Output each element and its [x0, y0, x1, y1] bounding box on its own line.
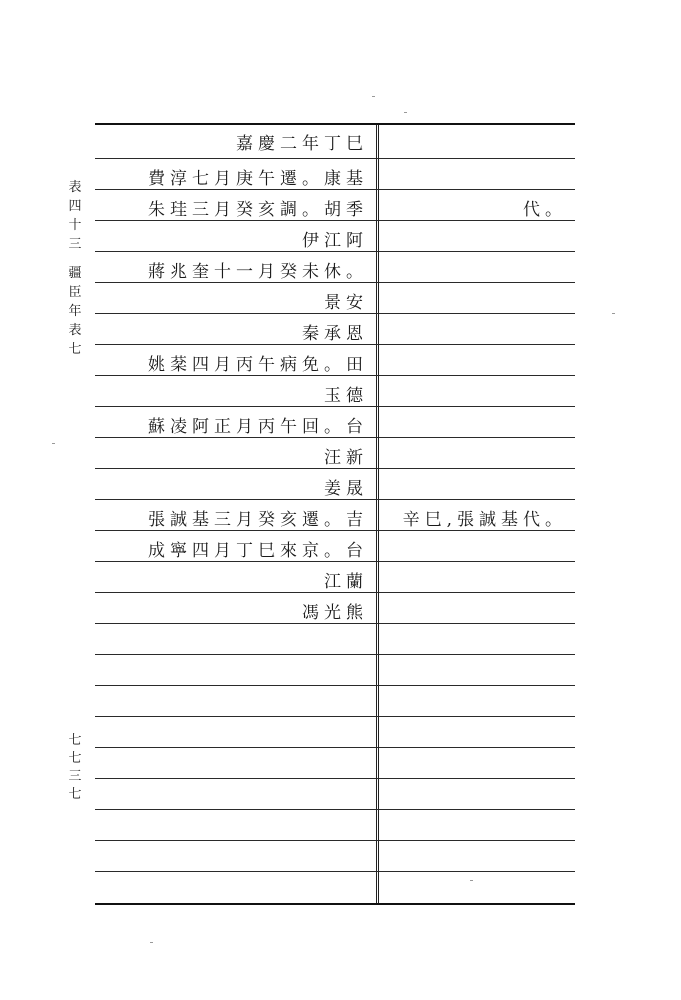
margin-title-char: 七 [68, 342, 82, 357]
table-row [95, 502, 575, 533]
rule-line [95, 903, 575, 905]
row-left-cell: 蘇凌阿正月丙午回。台 [148, 417, 368, 437]
row-left-cell: 秦承恩 [302, 324, 368, 344]
rule-line [95, 654, 575, 655]
table-row [95, 564, 575, 595]
margin-title-char: 三 [68, 237, 82, 252]
table-row [95, 533, 575, 564]
page-number-char: 三 [68, 769, 82, 784]
table-row [95, 126, 575, 157]
rule-line [95, 313, 575, 314]
rule-line [95, 344, 575, 345]
margin-title-char: 年 [68, 304, 82, 319]
row-left-cell: 費淳七月庚午遷。康基 [148, 169, 368, 189]
rule-line [95, 123, 575, 125]
table-row [95, 161, 575, 192]
margin-title-char: 表 [68, 323, 82, 338]
official-table [95, 0, 575, 1000]
table-row [95, 595, 575, 626]
paper-speck [150, 942, 153, 943]
rule-line [95, 592, 575, 593]
table-row [95, 378, 575, 409]
rule-line [95, 716, 575, 717]
page-number-char: 七 [68, 751, 82, 766]
row-left-cell: 江蘭 [324, 572, 368, 592]
rule-line [95, 189, 575, 190]
rule-line [95, 809, 575, 810]
row-left-cell: 成寧四月丁巳來京。台 [148, 541, 368, 561]
rule-line [95, 530, 575, 531]
row-left-cell: 姜晟 [324, 479, 368, 499]
rule-line [95, 282, 575, 283]
row-left-cell: 姚棻四月丙午病免。田 [148, 355, 368, 375]
row-left-cell: 張誠基三月癸亥遷。吉 [148, 510, 368, 530]
rule-line [95, 747, 575, 748]
rule-line [95, 375, 575, 376]
margin-title-char: 表 [68, 180, 82, 195]
rule-line [95, 437, 575, 438]
paper-speck [372, 96, 375, 97]
row-left-cell: 伊江阿 [302, 231, 368, 251]
row-left-cell: 汪新 [324, 448, 368, 468]
page-number [66, 732, 84, 804]
rule-line [95, 685, 575, 686]
table-row [95, 471, 575, 502]
row-left-cell: 蔣兆奎十一月癸未休。 [148, 262, 368, 282]
rule-line [95, 778, 575, 779]
table-row [95, 285, 575, 316]
table-row [95, 440, 575, 471]
page-number-char: 七 [68, 787, 82, 802]
paper-speck [612, 313, 615, 314]
table-row [95, 409, 575, 440]
rule-line [95, 871, 575, 872]
rule-line [95, 220, 575, 221]
margin-title-char: 四 [68, 199, 82, 214]
paper-speck [52, 443, 55, 444]
table-row [95, 192, 575, 223]
row-right-cell: 代。 [523, 200, 567, 220]
rule-line [95, 623, 575, 624]
paper-speck [404, 112, 407, 113]
margin-title-char: 疆 [68, 266, 82, 281]
row-left-cell: 嘉慶二年丁巳 [236, 134, 368, 154]
row-right-cell: 辛巳,張誠基代。 [402, 510, 567, 530]
table-row [95, 223, 575, 254]
table-row [95, 347, 575, 378]
row-left-cell: 馮光熊 [302, 603, 368, 623]
margin-title-char: 十 [68, 218, 82, 233]
row-left-cell: 景安 [324, 293, 368, 313]
page-number-char: 七 [68, 733, 82, 748]
margin-title-char: 臣 [68, 285, 82, 300]
rule-line [95, 251, 575, 252]
table-row [95, 316, 575, 347]
rule-line [95, 561, 575, 562]
margin-running-title [66, 178, 84, 359]
rule-line [95, 840, 575, 841]
rule-line [95, 468, 575, 469]
rule-line [95, 499, 575, 500]
table-row [95, 254, 575, 285]
rule-line [95, 406, 575, 407]
row-left-cell: 玉德 [324, 386, 368, 406]
paper-speck [470, 880, 473, 881]
rule-line [95, 158, 575, 159]
row-left-cell: 朱珪三月癸亥調。胡季 [148, 200, 368, 220]
